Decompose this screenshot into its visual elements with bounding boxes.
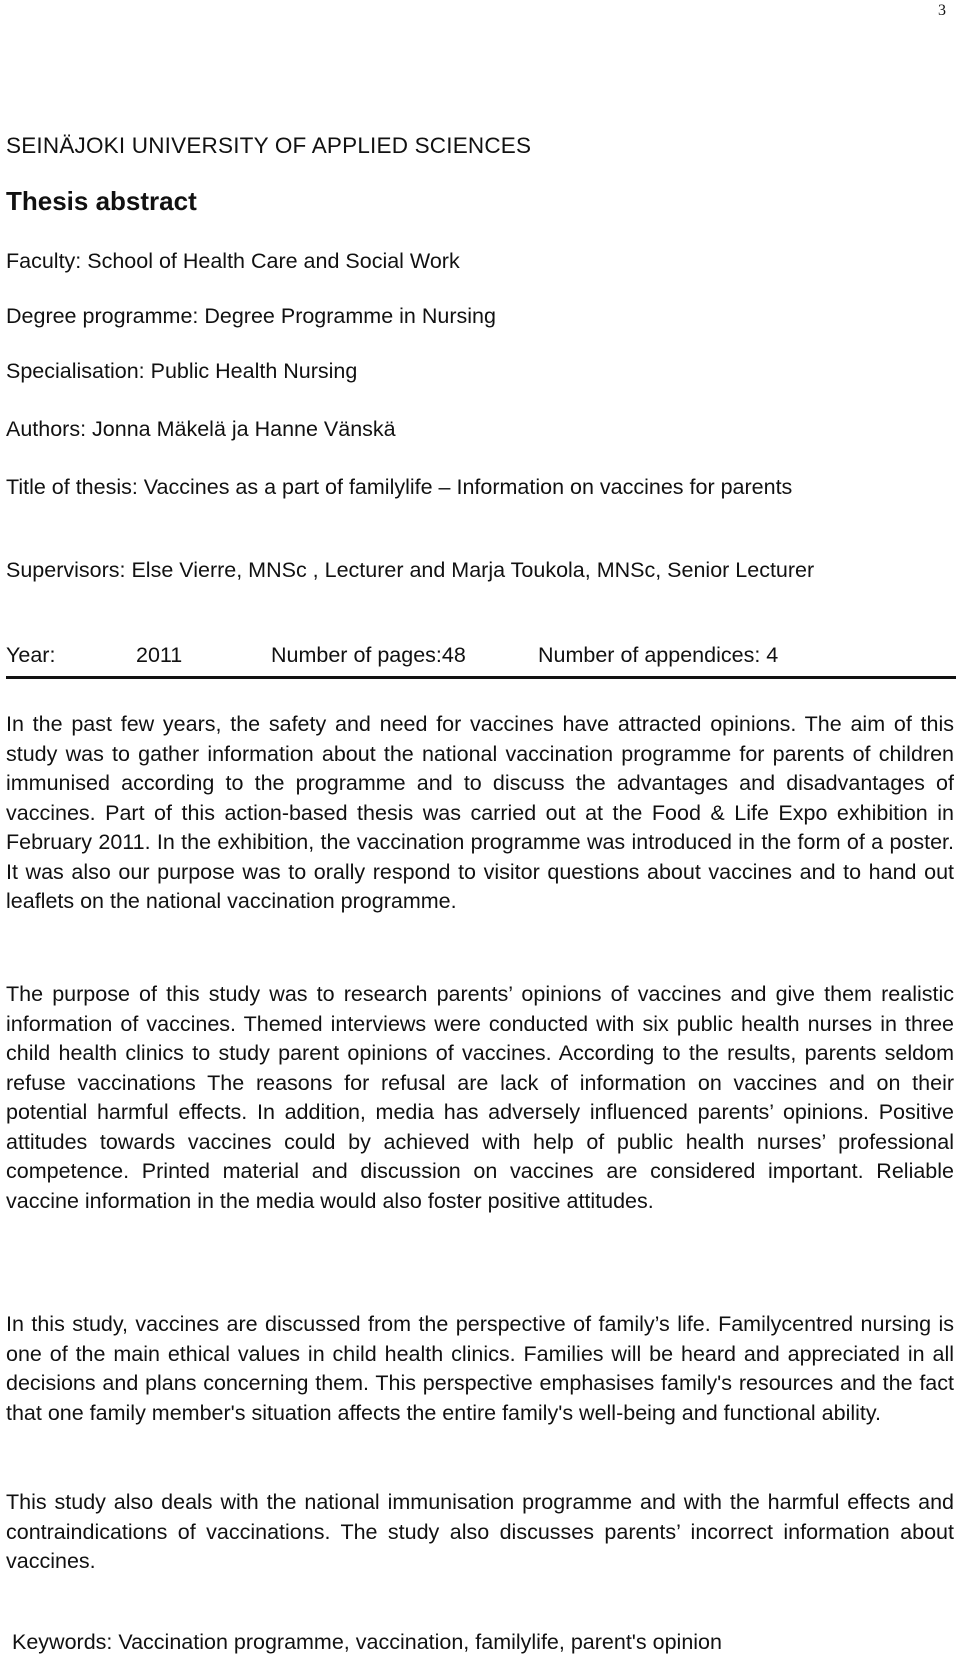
abstract-paragraph: This study also deals with the national immunisation programme and with the harmful effects and contraindications of vaccinations. The study also discusses parents’ incorrect information about vaccines. [6, 1490, 954, 1573]
page-number: 3 [938, 2, 946, 19]
supervisors-line: Supervisors: Else Vierre, MNSc , Lecturer and Marja Toukola, MNSc, Senior Lecturer [6, 558, 815, 582]
appendices-count: Number of appendices: 4 [538, 643, 779, 667]
degree-programme-line: Degree programme: Degree Programme in Nursing [6, 304, 496, 328]
pages-count: Number of pages:48 [271, 643, 466, 667]
abstract-paragraph: In this study, vaccines are discussed from the perspective of family’s life. Familycentred nursing is one of the main ethical values in child health clinics. Families will be heard and appreciated in all decisions and plans concerning them. This perspective emphasises family's resources and the fact that one family member's situation affects the entire family's well-being and functional ability. [6, 1312, 954, 1425]
university-name: SEINÄJOKI UNIVERSITY OF APPLIED SCIENCES [6, 133, 532, 158]
abstract-heading: Thesis abstract [6, 186, 197, 216]
year-pages-row [6, 642, 954, 669]
year-value: 2011 [136, 643, 183, 667]
authors-line: Authors: Jonna Mäkelä ja Hanne Vänskä [6, 417, 396, 441]
divider-rule [6, 676, 956, 679]
year-label: Year: [6, 643, 56, 667]
thesis-title-line: Title of thesis: Vaccines as a part of familylife – Information on vaccines for parents [6, 475, 793, 499]
keywords-line: Keywords: Vaccination programme, vaccination, familylife, parent's opinion [12, 1630, 722, 1654]
faculty-line: Faculty: School of Health Care and Social Work [6, 249, 460, 273]
abstract-paragraph: The purpose of this study was to research parents’ opinions of vaccines and give them realistic information of vaccines. Themed interviews were conducted with six public health nurses in three child health clinics to study parent opinions of vaccines. According to the results, parents seldom refuse vaccinations The reasons for refusal are lack of information on vaccines and on their potential harmful effects. In addition, media has adversely influenced parents’ opinions. Positive attitudes towards vaccines could by achieved with help of public health nurses’ professional competence. Printed material and discussion on vaccines are considered important. Reliable vaccine information in the media would also foster positive attitudes. [6, 982, 954, 1213]
abstract-paragraph: In the past few years, the safety and need for vaccines have attracted opinions. The aim of this study was to gather information about the national vaccination programme for parents of children immunised according to the programme and to discuss the advantages and disadvantages of vaccines. Part of this action-based thesis was carried out at the Food & Life Expo exhibition in February 2011. In the exhibition, the vaccination programme was introduced in the form of a poster. It was also our purpose was to orally respond to visitor questions about vaccines and to hand out leaflets on the national vaccination programme. [6, 712, 954, 913]
specialisation-line: Specialisation: Public Health Nursing [6, 359, 358, 383]
